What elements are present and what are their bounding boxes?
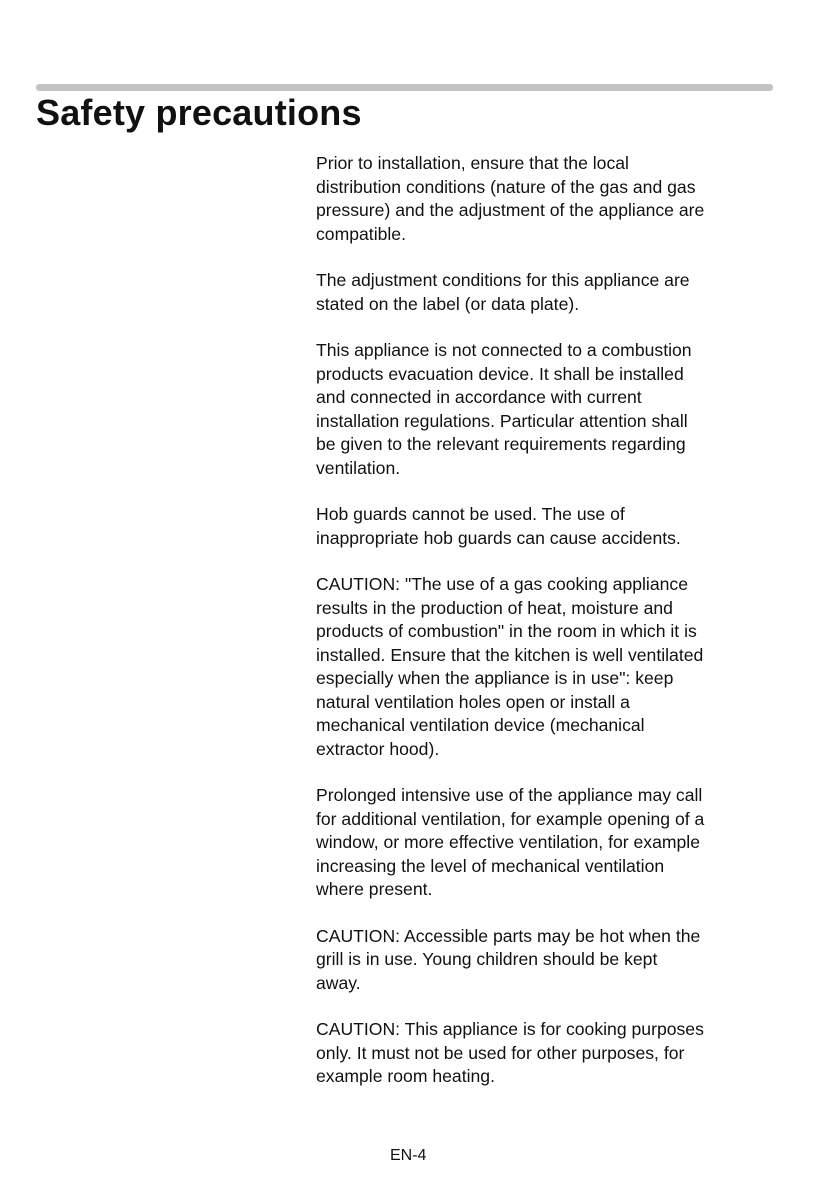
safety-text-column bbox=[316, 152, 761, 1089]
paragraph-gas-compatibility: Prior to installation, ensure that the local distribution conditions (nature of the gas and gas pressure) and the adjustment of the appliance are compatible. bbox=[316, 153, 705, 244]
page-number: EN-4 bbox=[390, 1147, 427, 1164]
paragraph-hob-guards: Hob guards cannot be used. The use of inappropriate hob guards can cause accidents. bbox=[316, 504, 681, 548]
page-title: Safety precautions bbox=[36, 92, 362, 133]
paragraph-caution-hot-parts: CAUTION: Accessible parts may be hot when the grill is in use. Young children should be kept away. bbox=[316, 925, 701, 993]
header-rule bbox=[36, 84, 773, 91]
paragraph-adjustment-conditions: The adjustment conditions for this appliance are stated on the label (or data plate). bbox=[316, 270, 690, 314]
paragraph-caution-combustion: CAUTION: "The use of a gas cooking appliance results in the production of heat, moisture and products of combustion" in the room in which it is installed. Ensure that the kitchen is well ventilated especially when the appliance is in use": keep natural ventilation holes open or install a mechanical ventilation device (mechanical extractor hood). bbox=[316, 574, 704, 759]
paragraph-caution-cooking-only: CAUTION: This appliance is for cooking purposes only. It must not be used for other purposes, for example room heating. bbox=[316, 1019, 704, 1086]
paragraph-installation-ventilation: This appliance is not connected to a combustion products evacuation device. It shall be installed and connected in accordance with current installation regulations. Particular attention shall be given to the relevant requirements regarding ventilation. bbox=[316, 340, 692, 478]
paragraph-prolonged-use: Prolonged intensive use of the appliance may call for additional ventilation, for example opening of a window, or more effective ventilation, for example increasing the level of mechanical ventilation where present. bbox=[316, 785, 705, 899]
